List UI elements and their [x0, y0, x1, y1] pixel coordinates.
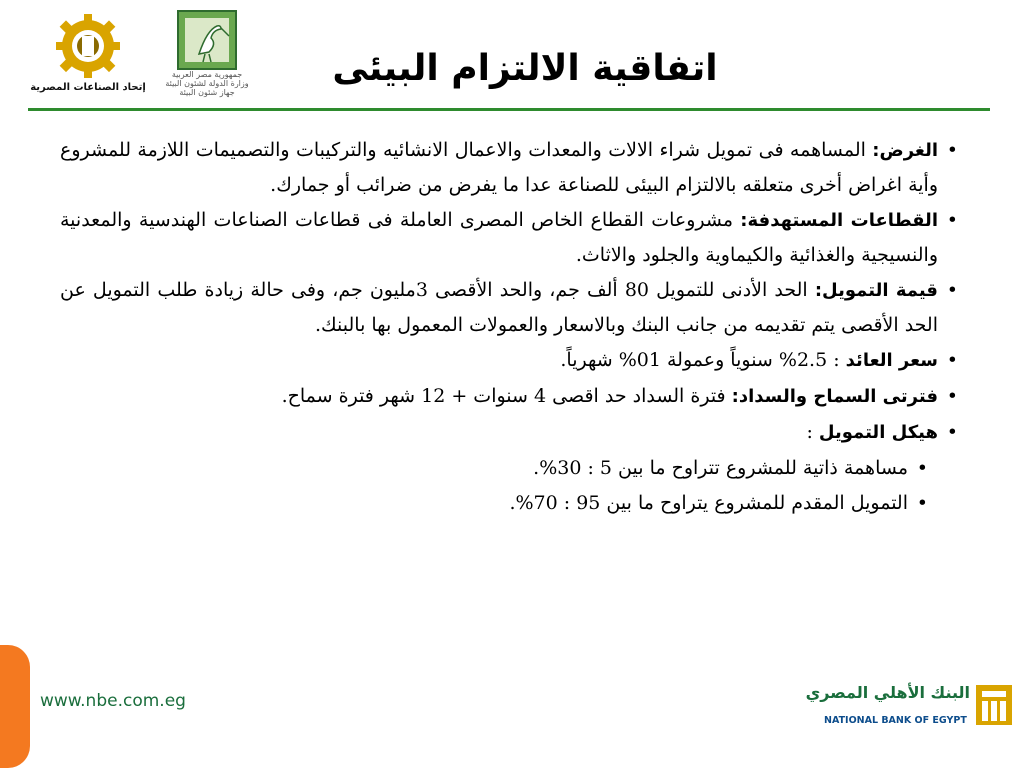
content-area — [60, 133, 960, 521]
item-text: : 2.5% سنوياً وعمولة 01% شهرياً. — [560, 349, 846, 371]
ministry-caption-line-3: جهاز شئون البيئة — [179, 88, 235, 97]
item-label: فترتى السماح والسداد: — [731, 386, 938, 407]
item-financing-value — [60, 273, 938, 342]
bank-name-english: NATIONAL BANK OF EGYPT — [824, 715, 967, 726]
item-label: قيمة التمويل: — [814, 280, 938, 301]
item-financing-structure — [60, 415, 938, 450]
ministry-caption-line-1: جمهورية مصر العربية — [171, 70, 243, 79]
item-text: فترة السداد حد اقصى 4 سنوات + 12 شهر فترة سماح. — [281, 385, 732, 407]
fei-logo-caption: إتحاد الصناعات المصرية — [30, 82, 146, 93]
sub-item-self-contribution: • مساهمة ذاتية للمشروع تتراوح ما بين 5 : 30%. — [60, 451, 908, 485]
title-divider — [28, 108, 990, 111]
bullet-list — [60, 133, 960, 520]
orange-side-tab — [0, 645, 30, 768]
item-label: الغرض: — [872, 140, 938, 161]
bank-name-arabic: البنك الأهلي المصري — [805, 683, 970, 702]
item-label: هيكل التمويل — [818, 422, 938, 443]
ibis-emblem-icon — [177, 10, 237, 70]
page-title: اتفاقية الالتزام البيئى — [332, 48, 718, 89]
item-purpose — [60, 133, 938, 202]
item-text: الحد الأدنى للتمويل 80 ألف جم، والحد الأقصى 3مليون جم، وفى حالة زيادة طلب التمويل عن الحد الأقصى يتم تقديمه من جانب البنك وبالاسعار والعمولات المعمول بها بالبنك. — [60, 279, 938, 336]
item-interest-rate — [60, 343, 938, 378]
ministry-logo — [148, 10, 266, 110]
nbe-logo — [805, 683, 1016, 743]
nbe-emblem-icon — [974, 683, 1014, 727]
fei-logo — [28, 12, 148, 108]
ministry-caption-line-2: وزارة الدولة لشئون البيئة — [165, 79, 249, 88]
item-text: المساهمه فى تمويل شراء الالات والمعدات والاعمال الانشائيه والتركيبات والتصميمات اللازمة للمشروع وأية اغراض أخرى متعلقه بالالتزام البيئى للصناعة عدا ما يفرض من ضرائب أو جمارك. — [60, 139, 938, 196]
item-grace-repayment — [60, 379, 938, 414]
gear-logo-icon — [46, 12, 130, 80]
sub-item-bank-financing: • التمويل المقدم للمشروع يتراوح ما بين 95 : 70%. — [60, 486, 908, 520]
item-target-sectors — [60, 203, 938, 272]
item-text: مشروعات القطاع الخاص المصرى العاملة فى قطاعات الصناعات الهندسية والمعدنية والنسيجية والغذائية والكيماوية والجلود والاثاث. — [60, 209, 938, 266]
item-label: سعر العائد — [845, 350, 938, 371]
website-link[interactable]: www.nbe.com.eg — [40, 691, 186, 711]
item-label: القطاعات المستهدفة: — [740, 210, 938, 231]
item-text: : — [806, 421, 819, 443]
